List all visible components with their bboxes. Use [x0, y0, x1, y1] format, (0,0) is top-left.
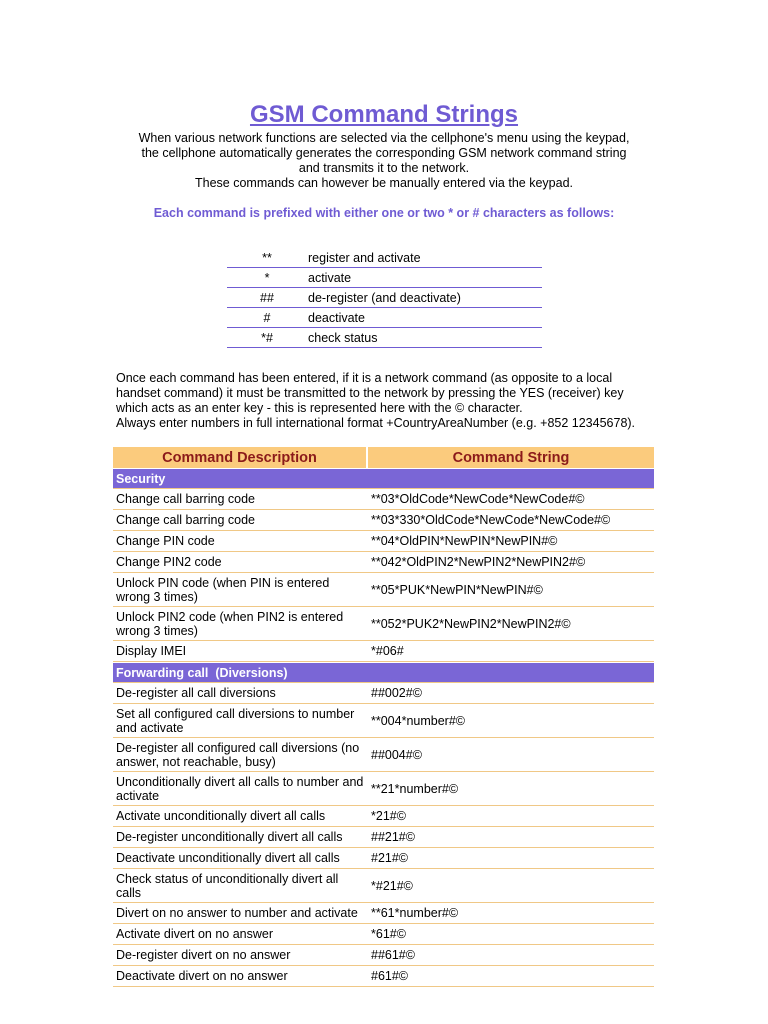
command-description: Unconditionally divert all calls to number and activate [113, 772, 368, 806]
command-description: De-register unconditionally divert all calls [113, 827, 368, 848]
table-row [113, 552, 654, 573]
command-string: **03*OldCode*NewCode*NewCode#© [368, 489, 654, 510]
table-row [113, 848, 654, 869]
command-description: De-register all configured call diversions (no answer, not reachable, busy) [113, 738, 368, 772]
prefix-meaning: register and activate [307, 248, 542, 268]
prefix-row [227, 248, 542, 268]
command-description: Change call barring code [113, 489, 368, 510]
table-row [113, 607, 654, 641]
paragraph-line: Once each command has been entered, if it is a network command (as opposite to a local [116, 371, 613, 385]
command-description: Change call barring code [113, 510, 368, 531]
command-string: *21#© [368, 806, 654, 827]
command-string: **21*number#© [368, 772, 654, 806]
command-description: Change PIN code [113, 531, 368, 552]
prefix-symbol: ** [227, 248, 307, 268]
table-row [113, 489, 654, 510]
table-row [113, 827, 654, 848]
command-string: ##004#© [368, 738, 654, 772]
command-string: **04*OldPIN*NewPIN*NewPIN#© [368, 531, 654, 552]
prefix-symbol: # [227, 308, 307, 328]
table-row [113, 510, 654, 531]
command-description: Unlock PIN code (when PIN is entered wrong 3 times) [113, 573, 368, 607]
command-string: *#06# [368, 641, 654, 662]
prefix-row [227, 328, 542, 348]
prefix-note: Each command is prefixed with either one or two * or # characters as follows: [153, 206, 615, 220]
command-string: *61#© [368, 924, 654, 945]
table-row [113, 869, 654, 903]
command-string: ##61#© [368, 945, 654, 966]
paragraph-line: handset command) it must be transmitted to the network by pressing the YES (receiver) key [116, 386, 624, 400]
prefix-table [227, 248, 542, 348]
command-string: ##002#© [368, 683, 654, 704]
section-row-security [113, 468, 654, 489]
prefix-symbol: *# [227, 328, 307, 348]
column-header-string: Command String [368, 447, 654, 468]
command-description: Set all configured call diversions to number and activate [113, 704, 368, 738]
table-header-row [113, 447, 654, 468]
command-table [113, 447, 654, 987]
table-row [113, 903, 654, 924]
table-row [113, 641, 654, 662]
paragraph-line: Always enter numbers in full international format +CountryAreaNumber (e.g. +852 12345678). [116, 416, 636, 430]
command-description: Change PIN2 code [113, 552, 368, 573]
command-string: **05*PUK*NewPIN*NewPIN#© [368, 573, 654, 607]
table-row [113, 573, 654, 607]
command-string: **004*number#© [368, 704, 654, 738]
table-row [113, 704, 654, 738]
table-row [113, 683, 654, 704]
command-description: Activate divert on no answer [113, 924, 368, 945]
command-string: **03*330*OldCode*NewCode*NewCode#© [368, 510, 654, 531]
column-header-description: Command Description [113, 447, 368, 468]
command-description: Deactivate unconditionally divert all calls [113, 848, 368, 869]
command-string: #61#© [368, 966, 654, 987]
prefix-symbol: * [227, 268, 307, 288]
prefix-meaning: deactivate [307, 308, 542, 328]
intro-line: and transmits it to the network. [298, 161, 470, 175]
page-title: GSM Command Strings [249, 101, 519, 128]
command-string: ##21#© [368, 827, 654, 848]
command-description: Unlock PIN2 code (when PIN2 is entered wrong 3 times) [113, 607, 368, 641]
intro-text [0, 131, 768, 191]
command-string: #21#© [368, 848, 654, 869]
command-description: Deactivate divert on no answer [113, 966, 368, 987]
table-row [113, 966, 654, 987]
command-string: *#21#© [368, 869, 654, 903]
table-row [113, 772, 654, 806]
table-row [113, 806, 654, 827]
prefix-symbol: ## [227, 288, 307, 308]
table-row [113, 945, 654, 966]
prefix-meaning: de-register (and deactivate) [307, 288, 542, 308]
section-title: Forwarding call (Diversions) [113, 662, 654, 683]
command-string: **042*OldPIN2*NewPIN2*NewPIN2#© [368, 552, 654, 573]
prefix-row [227, 288, 542, 308]
command-description: Divert on no answer to number and activate [113, 903, 368, 924]
table-row [113, 531, 654, 552]
table-row [113, 924, 654, 945]
prefix-meaning: activate [307, 268, 542, 288]
prefix-meaning: check status [307, 328, 542, 348]
command-string: **61*number#© [368, 903, 654, 924]
paragraph-line: which acts as an enter key - this is represented here with the © character. [116, 401, 523, 415]
command-description: De-register divert on no answer [113, 945, 368, 966]
command-string: **052*PUK2*NewPIN2*NewPIN2#© [368, 607, 654, 641]
command-description: Activate unconditionally divert all calls [113, 806, 368, 827]
intro-line: the cellphone automatically generates the corresponding GSM network command string [141, 146, 627, 160]
command-description: Display IMEI [113, 641, 368, 662]
prefix-row [227, 308, 542, 328]
intro-line: These commands can however be manually entered via the keypad. [195, 176, 573, 190]
prefix-row [227, 268, 542, 288]
intro-line: When various network functions are selected via the cellphone's menu using the keypad, [138, 131, 630, 145]
command-description: De-register all call diversions [113, 683, 368, 704]
table-row [113, 738, 654, 772]
enter-key-paragraph [116, 371, 676, 431]
section-row-forwarding [113, 662, 654, 683]
command-description: Check status of unconditionally divert all calls [113, 869, 368, 903]
section-title: Security [113, 468, 654, 489]
